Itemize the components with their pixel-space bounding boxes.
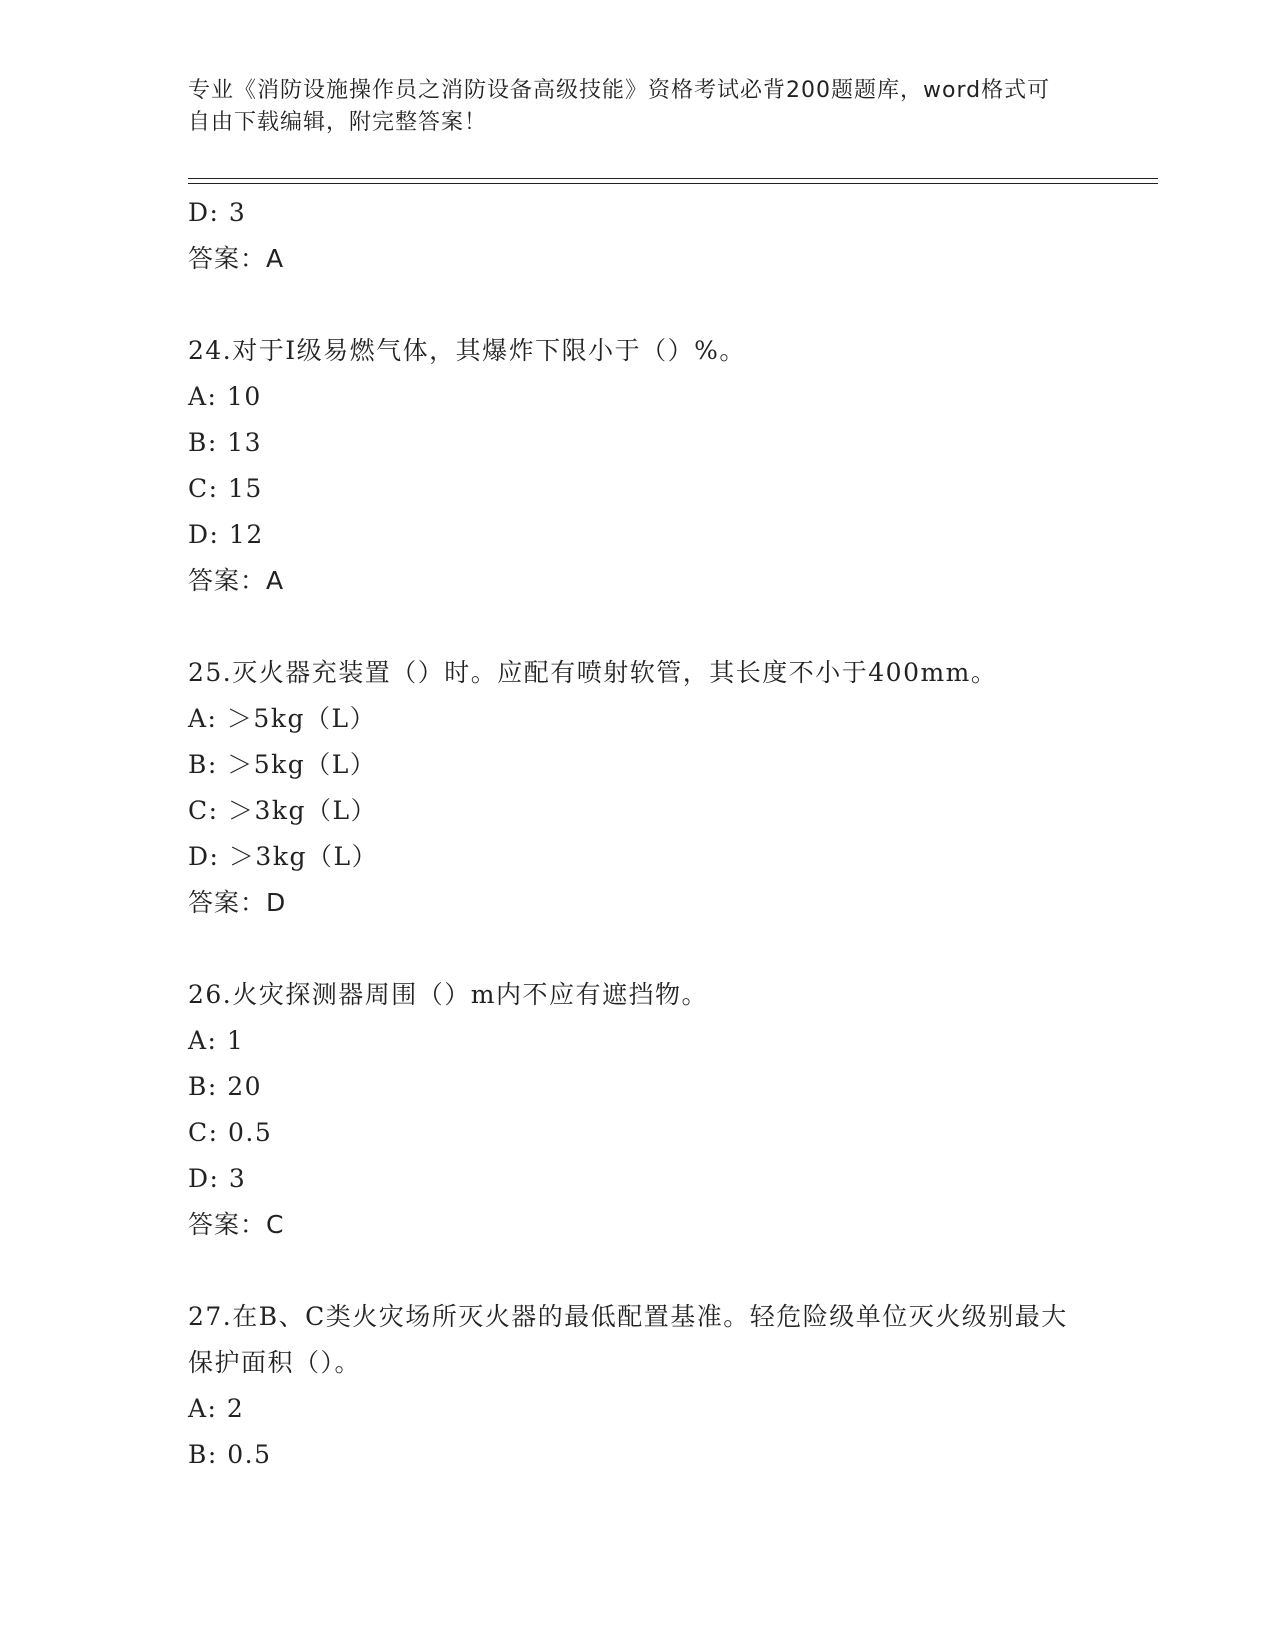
question-26 <box>188 972 1068 1248</box>
previous-question-tail <box>188 190 1068 282</box>
header-rule-bottom <box>188 183 1158 184</box>
option-c: C: 0.5 <box>188 1118 273 1147</box>
option-b: B: 13 <box>188 428 263 457</box>
spacer <box>188 282 1068 328</box>
answer-line: 答案：A <box>188 566 285 595</box>
question-24 <box>188 328 1068 604</box>
option-c: C: ＞3kg（L） <box>188 796 378 825</box>
question-text: 27.在B、C类火灾场所灭火器的最低配置基准。轻危险级单位灭火级别最大保护面积（）。 <box>188 1302 1068 1377</box>
option-a: A: 10 <box>188 382 262 411</box>
question-27 <box>188 1294 1068 1478</box>
answer-line: 答案：C <box>188 1210 285 1239</box>
spacer <box>188 926 1068 972</box>
option-b: B: ＞5kg（L） <box>188 750 377 779</box>
question-text: 25.灭火器充装置（）时。应配有喷射软管，其长度不小于400mm。 <box>188 658 998 687</box>
option-a: A: 2 <box>188 1394 245 1423</box>
question-list <box>188 190 1068 1478</box>
option-c: C: 15 <box>188 474 263 503</box>
option-d: D: 12 <box>188 520 264 549</box>
option-d: D: 3 <box>188 1164 247 1193</box>
question-text: 24.对于Ⅰ级易燃气体，其爆炸下限小于（）%。 <box>188 336 746 365</box>
document-header: 专业《消防设施操作员之消防设备高级技能》资格考试必背200题题库，word格式可自由下载编辑，附完整答案！ <box>188 78 1051 135</box>
option-a: A: ＞5kg（L） <box>188 704 377 733</box>
spacer <box>188 604 1068 650</box>
option-d: D: ＞3kg（L） <box>188 842 379 871</box>
question-25 <box>188 650 1068 926</box>
answer-line: 答案：A <box>188 244 285 273</box>
option-d: D: 3 <box>188 198 247 227</box>
option-b: B: 20 <box>188 1072 263 1101</box>
option-b: B: 0.5 <box>188 1440 272 1469</box>
option-a: A: 1 <box>188 1026 245 1055</box>
answer-line: 答案：D <box>188 888 287 917</box>
header-rule-top <box>188 178 1158 179</box>
question-text: 26.火灾探测器周围（）m内不应有遮挡物。 <box>188 980 708 1009</box>
spacer <box>188 1248 1068 1294</box>
